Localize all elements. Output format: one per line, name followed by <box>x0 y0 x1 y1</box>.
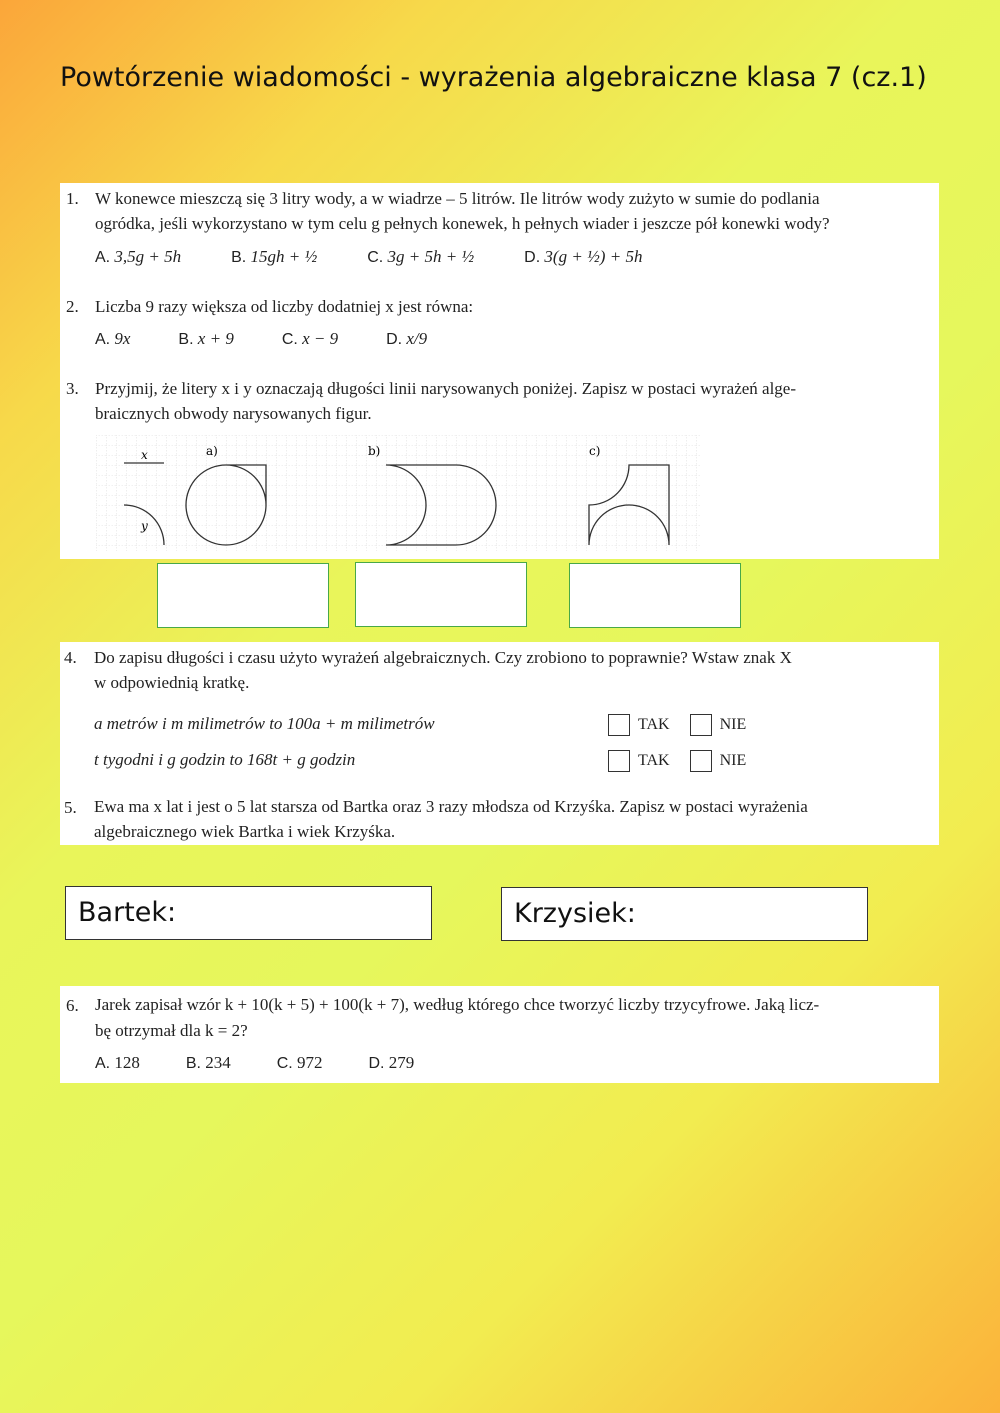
q5-line1: Ewa ma x lat i jest o 5 lat starsza od Bartka oraz 3 razy młodsza od Krzyśka. Zapisz w postaci wyrażenia <box>94 797 808 816</box>
q3-number: 3. <box>66 379 79 398</box>
q4-row-1-text: a metrów i m milimetrów to 100a + m milimetrów <box>94 714 435 733</box>
q6-option-b[interactable]: B. 234 <box>185 1053 231 1072</box>
questions-panel-1 <box>60 183 939 559</box>
questions-panel-3 <box>60 986 939 1083</box>
q1-line1: W konewce mieszczą się 3 litry wody, a w wiadrze – 5 litrów. Ile litrów wody zużyto w sumie do podlania <box>95 189 820 208</box>
q1-option-d[interactable]: D. 3(g + ½) + 5h <box>524 247 643 266</box>
page-title: Powtórzenie wiadomości - wyrażenia algebraiczne klasa 7 (cz.1) <box>60 62 927 93</box>
q4-line1: Do zapisu długości i czasu użyto wyrażeń algebraicznych. Czy zrobiono to poprawnie? Wstaw znak X <box>94 648 792 667</box>
q6-line1: Jarek zapisał wzór k + 10(k + 5) + 100(k + 7), według którego chce tworzyć liczby trzycyfrowe. Jaką licz- <box>95 995 820 1014</box>
questions-panel-2 <box>60 642 939 845</box>
q6-number: 6. <box>66 996 79 1015</box>
q4-row-1-tak-checkbox[interactable] <box>608 714 630 736</box>
q6-options <box>95 1053 464 1073</box>
q1-option-c[interactable]: C. 3g + 5h + ½ <box>367 247 475 266</box>
q4-row-1-choices <box>608 714 746 736</box>
q3-line2: braicznych obwody narysowanych figur. <box>95 404 372 423</box>
q2-option-b[interactable]: B. x + 9 <box>178 329 234 348</box>
label-x: x <box>141 448 148 462</box>
q3-answer-b-box[interactable] <box>355 562 527 627</box>
q4-row-2-choices <box>608 750 746 772</box>
q4-row-2-nie-label: NIE <box>719 752 747 769</box>
bartek-answer-box[interactable]: Bartek: <box>65 886 432 940</box>
q2-option-d[interactable]: D. x/9 <box>386 329 428 348</box>
figure-a-label: a) <box>206 444 218 458</box>
q2-options <box>95 329 477 349</box>
q1-option-b[interactable]: B. 15gh + ½ <box>231 247 318 266</box>
q2-line1: Liczba 9 razy większa od liczby dodatniej x jest równa: <box>95 297 474 316</box>
q4-row-2-tak-checkbox[interactable] <box>608 750 630 772</box>
figure-c-label: c) <box>589 444 601 458</box>
q5-line2: algebraicznego wiek Bartka i wiek Krzyśka. <box>94 822 396 841</box>
q2-number: 2. <box>66 297 79 316</box>
q4-row-2-tak-label: TAK <box>638 752 670 769</box>
grid-background <box>96 435 701 551</box>
q1-line2: ogródka, jeśli wykorzystano w tym celu g pełnych konewek, h pełnych wiader i jeszcze pół konewki wody? <box>95 214 830 233</box>
q6-option-a[interactable]: A. 128 <box>95 1053 140 1072</box>
q4-row-1-nie-label: NIE <box>719 716 747 733</box>
q2-option-c[interactable]: C. x − 9 <box>281 329 339 348</box>
q6-option-d[interactable]: D. 279 <box>368 1053 415 1072</box>
q5-number: 5. <box>64 798 77 817</box>
q1-option-a[interactable]: A. 3,5g + 5h <box>95 247 182 266</box>
q4-line2: w odpowiednią kratkę. <box>94 673 250 692</box>
q4-row-2-text: t tygodni i g godzin to 168t + g godzin <box>94 750 356 769</box>
q4-number: 4. <box>64 648 77 667</box>
q3-line1: Przyjmij, że litery x i y oznaczają długości linii narysowanych poniżej. Zapisz w postaci wyrażeń alge- <box>95 379 797 398</box>
q4-row-2-nie-checkbox[interactable] <box>690 750 712 772</box>
q6-option-c[interactable]: C. 972 <box>276 1053 323 1072</box>
label-y: y <box>141 519 148 533</box>
q4-row-1-nie-checkbox[interactable] <box>690 714 712 736</box>
krzysiek-answer-box[interactable]: Krzysiek: <box>501 887 868 941</box>
figure-b-label: b) <box>368 444 381 458</box>
q3-figures-diagram <box>96 435 716 553</box>
q1-number: 1. <box>66 189 79 208</box>
q3-answer-a-box[interactable] <box>157 563 329 628</box>
q4-row-1-tak-label: TAK <box>638 716 670 733</box>
q1-options <box>95 247 692 267</box>
q3-answer-c-box[interactable] <box>569 563 741 628</box>
q2-option-a[interactable]: A. 9x <box>95 329 131 348</box>
q6-line2: bę otrzymał dla k = 2? <box>95 1021 248 1040</box>
